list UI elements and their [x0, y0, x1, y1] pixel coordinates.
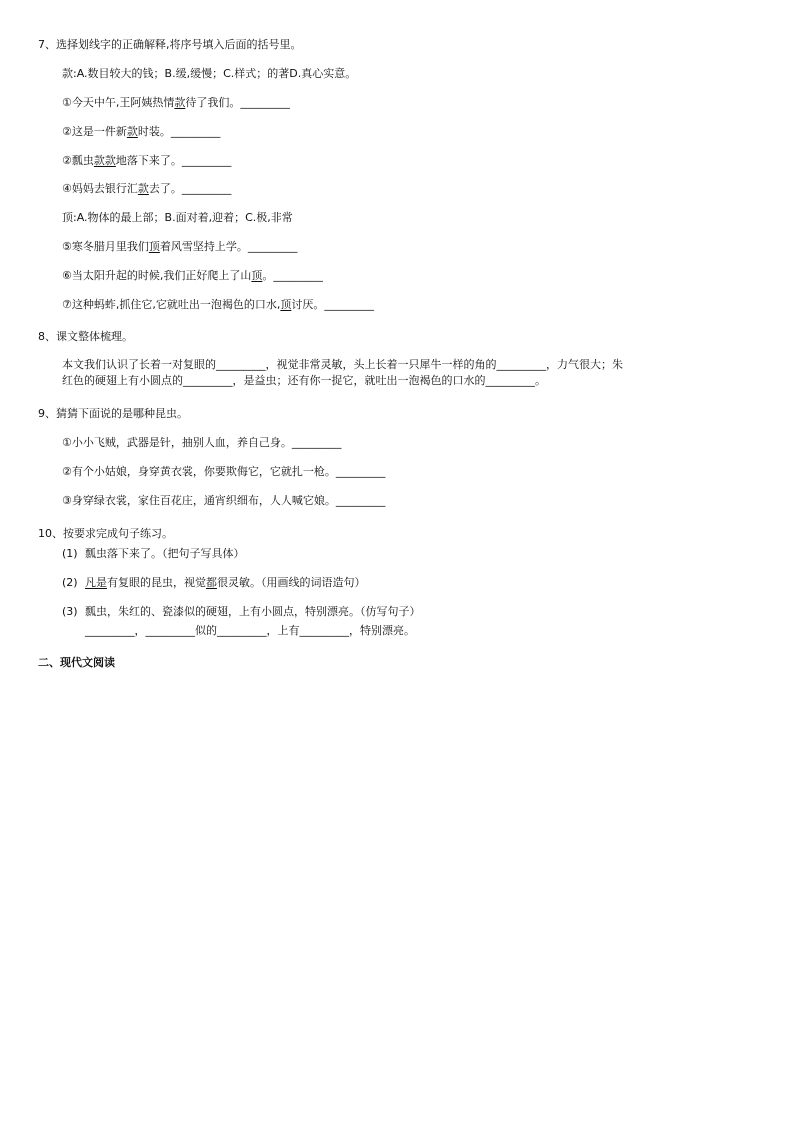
underlined-char: 顶 [148, 240, 160, 253]
q10-s2-number: (2) [62, 576, 78, 589]
q7-item-5: ⑤寒冬腊月里我们顶着风雪坚持上学。_________ [62, 240, 298, 253]
q7-item-1: ①今天中午,王阿姨热情款待了我们。_________ [62, 96, 290, 109]
q9-item-2: ②有个小姑娘，身穿黄衣裳，你要欺侮它，它就扎一枪。_________ [62, 465, 386, 478]
q7-item-3: ②瓢虫款款地落下来了。_________ [62, 154, 232, 167]
underlined-word: 都 [206, 576, 217, 589]
underlined-char: 款 [126, 125, 138, 138]
q7-ding-definitions: 顶:A.物体的最上部；B.面对着,迎着；C.极,非常 [62, 211, 293, 224]
q9-item-1: ①小小飞贼，武器是针，抽别人血，养自己身。_________ [62, 436, 342, 449]
q10-s1-number: (1) [62, 547, 78, 560]
q10-sentence-3-blanks: _________，_________似的_________，上有_________，特别漂亮。 [85, 624, 415, 637]
q10-title: 10、按要求完成句子练习。 [38, 527, 173, 540]
q7-kuan-definitions: 款:A.数目较大的钱；B.缓,缓慢；C.样式；的著D.真心实意。 [62, 67, 357, 80]
underlined-char: 顶 [280, 298, 292, 311]
underlined-char: 款 [137, 182, 149, 195]
underlined-char: 款款 [93, 154, 116, 167]
q7-title: 7、选择划线字的正确解释,将序号填入后面的括号里。 [38, 38, 302, 51]
q9-title: 9、猜猜下面说的是哪种昆虫。 [38, 407, 188, 420]
q7-item-6: ⑥当太阳升起的时候,我们正好爬上了山顶。_________ [62, 269, 323, 282]
section-heading: 二、现代文阅读 [38, 656, 115, 669]
q10-sentence-1: 瓢虫落下来了。（把句子写具体） [85, 547, 245, 560]
q8-title: 8、课文整体梳理。 [38, 330, 133, 343]
q7-item-4: ④妈妈去银行汇款去了。_________ [62, 182, 232, 195]
q10-s3-number: (3) [62, 605, 78, 618]
underlined-char: 款 [174, 96, 186, 109]
q7-item-7: ⑦这种蚂蚱,抓住它,它就吐出一泡褐色的口水,顶讨厌。_________ [62, 298, 374, 311]
q8-line-1: 本文我们认识了长着一对复眼的_________，视觉非常灵敏，头上长着一只犀牛一样的角的_________，力气很大；朱 [62, 358, 623, 371]
q10-sentence-3: 瓢虫，朱红的、瓷漆似的硬翅，上有小圆点，特别漂亮。（仿写句子） [85, 605, 421, 618]
q8-line-2: 红色的硬翅上有小圆点的_________，是益虫；还有你一捉它，就吐出一泡褐色的口水的_________。 [62, 374, 546, 387]
underlined-word: 凡是 [85, 576, 107, 589]
q9-item-3: ③身穿绿衣裳，家住百花庄，通宵织细布，人人喊它娘。_________ [62, 494, 386, 507]
q10-sentence-2: 凡是有复眼的昆虫，视觉都很灵敏。（用画线的词语造句） [85, 576, 366, 589]
underlined-char: 顶 [251, 269, 263, 282]
q7-item-2: ②这是一件新款时装。_________ [62, 125, 221, 138]
